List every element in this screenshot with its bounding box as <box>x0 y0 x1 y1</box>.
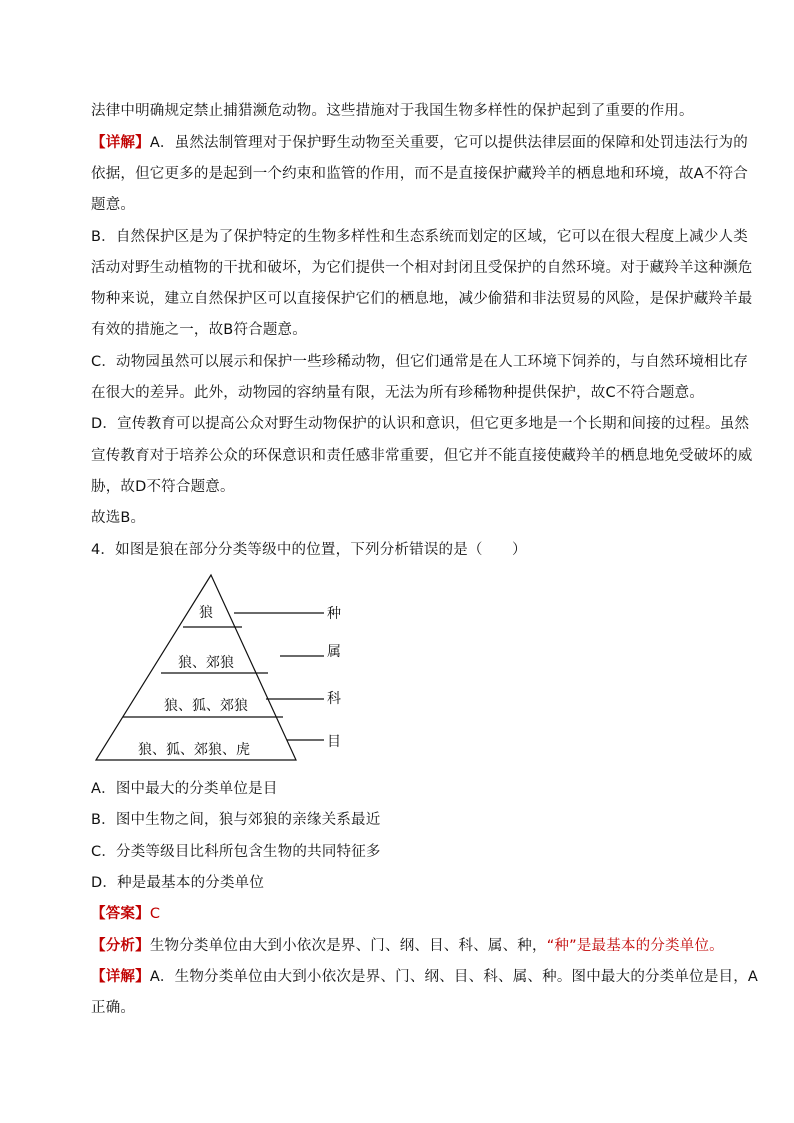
text-line: 物种来说，建立自然保护区可以直接保护它们的栖息地，减少偷猎和非法贸易的风险，是保护藏羚羊最 <box>91 291 753 307</box>
detail-line <box>91 967 758 987</box>
option-c: C．分类等级目比科所包含生物的共同特征多 <box>91 844 381 860</box>
detail-tag: 【详解】 <box>91 135 150 151</box>
text-line: 在很大的差异。此外，动物园的容纳量有限，无法为所有珍稀物种提供保护，故C不符合题意。 <box>91 385 705 401</box>
rank-label: 种 <box>327 606 341 622</box>
rank-label: 目 <box>327 734 341 750</box>
analysis-tag: 【分析】 <box>91 938 150 954</box>
question-4: 4．如图是狼在部分分类等级中的位置，下列分析错误的是（ ） <box>91 542 527 558</box>
analysis-line <box>91 936 724 956</box>
text-line: 活动对野生动植物的干扰和破坏，为它们提供一个相对封闭且受保护的自然环境。对于藏羚羊这种濒危 <box>91 260 753 276</box>
layer-label: 狼 <box>199 605 213 621</box>
text-line: 正确。 <box>91 1000 136 1016</box>
text-line: C．动物园虽然可以展示和保护一些珍稀动物，但它们通常是在人工环境下饲养的，与自然环境相比存 <box>91 354 749 370</box>
text-line: 有效的措施之一，故B符合题意。 <box>91 322 307 338</box>
layer-label: 狼、狐、郊狼 <box>164 698 248 714</box>
text-line: 依据，但它更多的是起到一个约束和监管的作用，而不是直接保护藏羚羊的栖息地和环境，故A不符合 <box>91 166 748 182</box>
detail-tag: 【详解】 <box>91 969 150 985</box>
answer-value: C <box>149 906 161 922</box>
option-d: D．种是最基本的分类单位 <box>91 875 265 891</box>
rank-label: 科 <box>327 691 341 707</box>
layer-label: 狼、狐、郊狼、虎 <box>138 742 250 758</box>
text-line: D．宣传教育可以提高公众对野生动物保护的认识和意识，但它更多地是一个长期和间接的过程。虽然 <box>91 416 750 432</box>
conclusion-line: 故选B。 <box>91 510 146 526</box>
text-line: B．自然保护区是为了保护特定的生物多样性和生态系统而划定的区域，它可以在很大程度上减少人类 <box>91 229 748 245</box>
text-line: A．虽然法制管理对于保护野生动物至关重要，它可以提供法律层面的保障和处罚违法行为的 <box>149 135 748 151</box>
text-line: 题意。 <box>91 197 136 213</box>
rank-label: 属 <box>327 644 341 660</box>
text-line: 宣传教育对于培养公众的环保意识和责任感非常重要，但它并不能直接使藏羚羊的栖息地免受破坏的威 <box>91 448 753 464</box>
text-line: 胁，故D不符合题意。 <box>91 479 235 495</box>
answer-line <box>91 904 160 924</box>
analysis-text: 生物分类单位由大到小依次是界、门、纲、目、科、属、种， <box>149 938 547 954</box>
taxonomy-pyramid-diagram <box>88 568 358 764</box>
layer-label: 狼、郊狼 <box>178 655 234 671</box>
text-line: 法律中明确规定禁止捕猎濒危动物。这些措施对于我国生物多样性的保护起到了重要的作用。 <box>91 103 694 119</box>
detail-text: A．生物分类单位由大到小依次是界、门、纲、目、科、属、种。图中最大的分类单位是目，A <box>149 969 759 985</box>
detail-paragraph <box>91 133 748 153</box>
option-b: B．图中生物之间，狼与郊狼的亲缘关系最近 <box>91 812 381 828</box>
answer-tag: 【答案】 <box>91 906 150 922</box>
option-a: A．图中最大的分类单位是目 <box>91 781 278 797</box>
analysis-highlight: “种”是最基本的分类单位。 <box>546 938 724 954</box>
